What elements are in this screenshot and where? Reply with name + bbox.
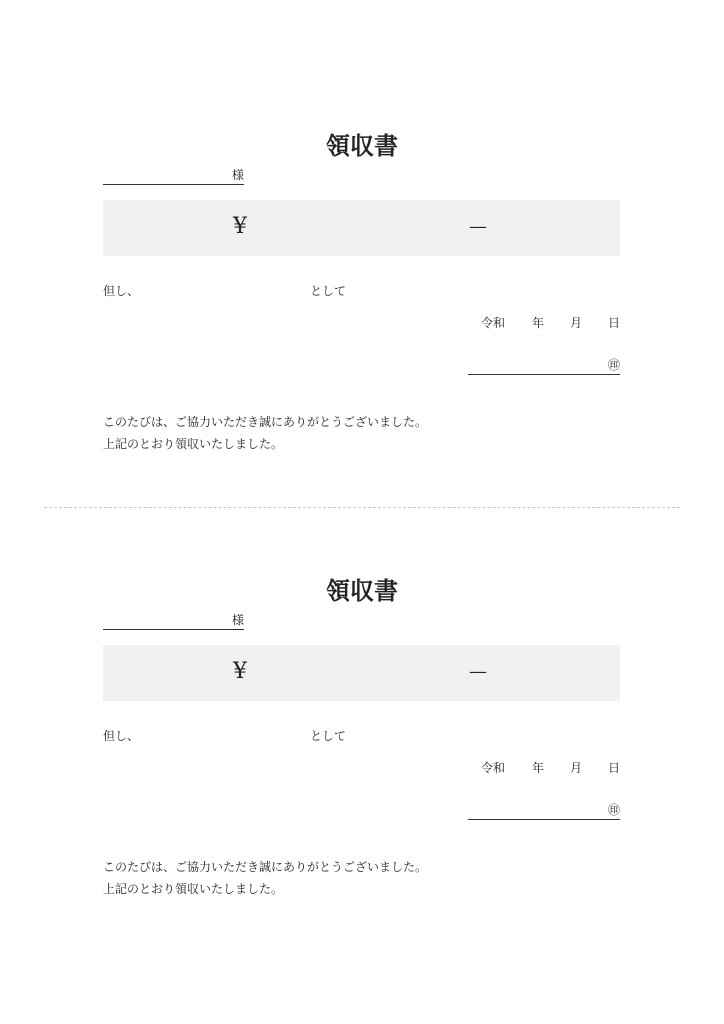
amount-box[interactable] <box>103 200 620 256</box>
amount-dash: — <box>469 661 487 682</box>
date-era: 令和 <box>481 316 506 330</box>
date-day: 日 <box>608 316 621 330</box>
seal-mark: ㊞ <box>607 803 620 817</box>
date-year: 年 <box>532 761 545 775</box>
thanks-message: このたびは、ご協力いただき誠にありがとうございました。 <box>103 860 428 874</box>
date-line <box>0 759 724 775</box>
receipt-title: 領収書 <box>326 577 398 605</box>
yen-symbol: ¥ <box>233 659 247 684</box>
proviso-label: 但し、 <box>103 729 140 743</box>
thanks-message: このたびは、ご協力いただき誠にありがとうございました。 <box>103 415 428 429</box>
signature-line[interactable] <box>468 356 620 375</box>
yen-symbol: ¥ <box>233 214 247 239</box>
date-month: 月 <box>570 316 583 330</box>
honorific-label: 様 <box>231 168 244 182</box>
seal-mark: ㊞ <box>607 358 620 372</box>
date-era: 令和 <box>481 761 506 775</box>
receipt-top <box>0 62 724 507</box>
addressee-field[interactable] <box>103 611 244 630</box>
proviso-label: 但し、 <box>103 284 140 298</box>
as-label: として <box>310 729 347 743</box>
as-label: として <box>310 284 347 298</box>
amount-box[interactable] <box>103 645 620 701</box>
receipt-bottom <box>0 507 724 952</box>
date-line <box>0 314 724 330</box>
date-day: 日 <box>608 761 621 775</box>
amount-dash: — <box>469 216 487 237</box>
receipt-confirmation: 上記のとおり領収いたしました。 <box>103 882 284 896</box>
honorific-label: 様 <box>231 613 244 627</box>
signature-line[interactable] <box>468 801 620 820</box>
addressee-field[interactable] <box>103 166 244 185</box>
date-month: 月 <box>570 761 583 775</box>
receipt-title: 領収書 <box>326 132 398 160</box>
receipt-confirmation: 上記のとおり領収いたしました。 <box>103 437 284 451</box>
date-year: 年 <box>532 316 545 330</box>
